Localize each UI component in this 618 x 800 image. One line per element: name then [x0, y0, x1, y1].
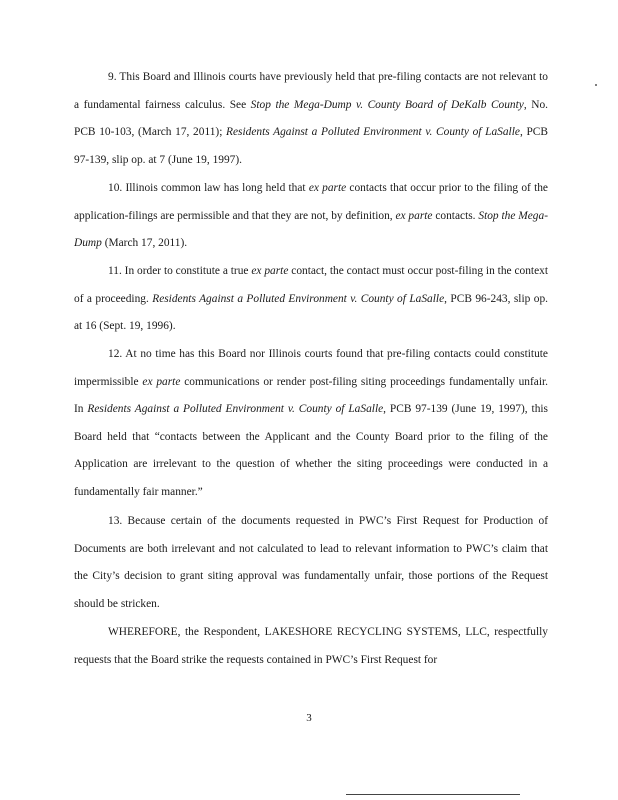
text-run: , No. PCB 10-103, (March 17, 2011);: [74, 98, 549, 139]
paragraph-9: [74, 64, 548, 174]
text-run: contact, the contact must occur post-filing in the context of a proceeding.: [74, 265, 548, 305]
wherefore-clause: [74, 619, 548, 674]
text-run: , PCB 97-139, slip op. at 7 (June 19, 1997).: [74, 126, 548, 166]
paragraph-12: [74, 341, 548, 507]
text-run: 12. At no time has this Board nor Illinois courts found that pre-filing contacts could constitute impermissible: [74, 348, 548, 388]
citation-italic: Residents Against a Polluted Environment v. County of LaSalle: [152, 292, 445, 305]
page-number: 3: [306, 712, 312, 724]
text-run: , PCB 97-139 (June 19, 1997), this Board held that “contacts between the Applicant and the County Board prior to the filing of the Application are irrelevant to the question of whether the siting proceedings were conducted in a fundamentally fair manner.”: [74, 403, 548, 498]
paragraph-10: [74, 175, 548, 258]
text-run: (March 17, 2011).: [101, 237, 188, 250]
text-run: , PCB 96-243, slip op. at 16 (Sept. 19, 1996).: [74, 292, 548, 333]
citation-italic: Stop the Mega-Dump: [74, 209, 548, 250]
citation-italic: ex parte: [395, 209, 433, 222]
citation-italic: ex parte: [142, 375, 181, 388]
paragraph-13: [74, 508, 548, 618]
text-run: contacts that occur prior to the filing of the application-filings are permissible and that they are not, by definition,: [74, 182, 548, 222]
text-run: 10. Illinois common law has long held that: [108, 182, 309, 194]
citation-italic: Residents Against a Polluted Environment v. County of LaSalle: [87, 403, 384, 416]
text-run: 13. Because certain of the documents requested in PWC’s First Request for Production of Documents are both irrelevant and not calculated to lead to relevant information to PWC’s claim that the City’s decision to grant siting approval was fundamentally unfair, those portions of the Request should be stricken.: [74, 515, 548, 610]
paragraph-11: [74, 258, 548, 341]
citation-italic: Residents Against a Polluted Environment v. County of LaSalle: [226, 126, 520, 139]
citation-italic: ex parte: [308, 182, 347, 194]
scan-artifact-line: [346, 794, 520, 795]
scan-speck: [595, 84, 597, 86]
text-run: 9. This Board and Illinois courts have previously held that pre-filing contacts are not relevant to a fundamental fairness calculus. See: [74, 71, 548, 111]
text-run: 11. In order to constitute a true: [108, 265, 252, 277]
text-run: contacts.: [432, 209, 479, 222]
text-run: WHEREFORE, the Respondent, LAKESHORE RECYCLING SYSTEMS, LLC, respectfully requests that the Board strike the requests contained in PWC’s First Request for: [74, 626, 548, 666]
citation-italic: ex parte: [251, 265, 289, 277]
text-run: communications or render post-filing siting proceedings fundamentally unfair. In: [74, 375, 548, 416]
citation-italic: Stop the Mega-Dump v. County Board of DeKalb County: [250, 98, 524, 111]
